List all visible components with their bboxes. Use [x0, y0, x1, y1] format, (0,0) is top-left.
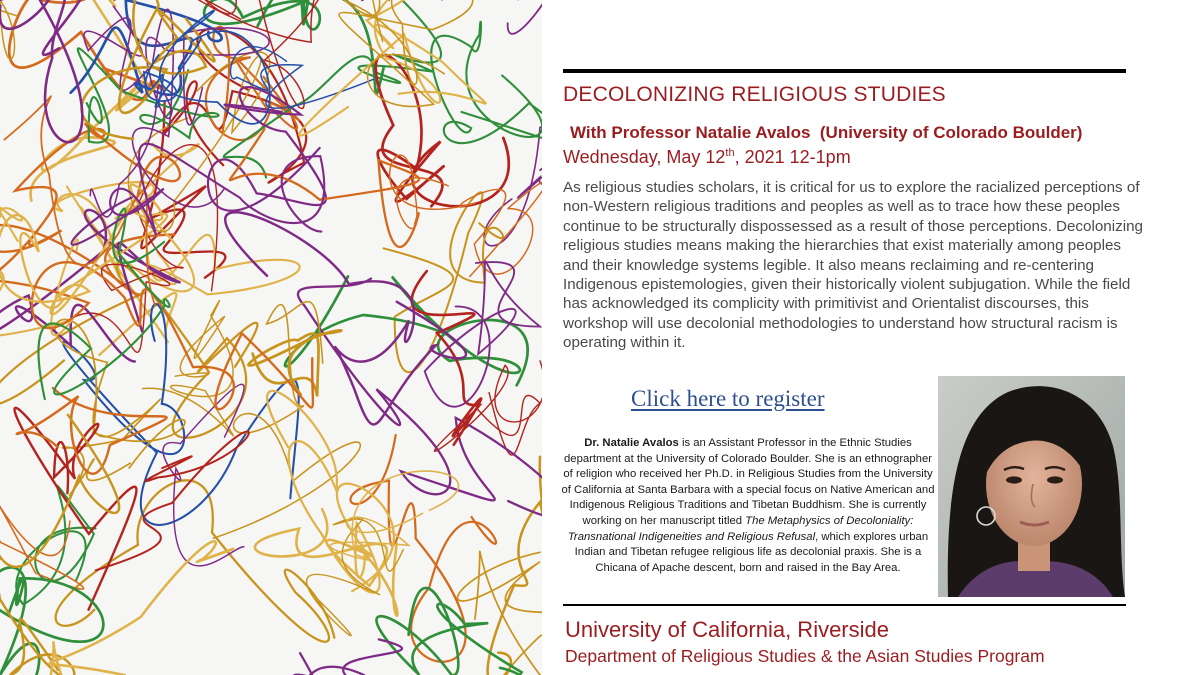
event-date-sup: th: [725, 147, 735, 159]
university-name: University of California, Riverside: [565, 617, 889, 642]
event-date-prefix: Wednesday, May 12: [563, 147, 726, 167]
bio-text-1: is an Assistant Professor in the Ethnic Studies department at the University of Colorado Boulder. She is an ethnographer of religion who received her Ph.D. in Religious Studies from the University of California at Santa Barbara with a special focus on Native American and Indigenous Religious Traditions and Tibetan Buddhism. She is currently working on her manuscript titled: [561, 437, 935, 527]
bottom-divider: [563, 604, 1126, 606]
event-title: DECOLONIZING RELIGIOUS STUDIES: [563, 83, 946, 106]
event-date-suffix: , 2021 12-1pm: [734, 147, 851, 167]
book-title: The Metaphysics of Decoloniality: Transnational Indigeneities and Religious Refusal: [567, 514, 914, 543]
event-subtitle: With Professor Natalie Avalos (University of Colorado Boulder): [570, 123, 1083, 142]
department-name: Department of Religious Studies & the Asian Studies Program: [565, 646, 1045, 666]
event-description: As religious studies scholars, it is critical for us to explore the racialized perceptions of non-Western religious traditions and peoples as well as to trace how these peoples continue to be structurally dispossessed as a result of those perceptions. Decolonizing religious studies means making the hierarchies that exist materially among peoples and their knowledge systems legible. It also means reclaiming and re-centering Indigenous epistemologies, given their historically violent subjugation. While the field has acknowledged its complicity with primitivist and Orientalist discourses, this workshop will use decolonial methodologies to understand how structural racism is operating within it.: [563, 179, 1143, 352]
top-divider: [563, 69, 1126, 73]
bio-text-2: , which explores urban Indian and Tibetan refugee religious life as decolonial praxis. She is a Chicana of Apache descent, born and raised in the Bay Area.: [574, 530, 929, 574]
speaker-portrait: [938, 376, 1125, 597]
speaker-bio: [560, 436, 936, 576]
event-date: [563, 147, 851, 168]
register-link[interactable]: Click here to register: [631, 386, 825, 411]
tangled-wires-image: [0, 0, 542, 675]
speaker-name: Dr. Natalie Avalos: [584, 437, 679, 449]
